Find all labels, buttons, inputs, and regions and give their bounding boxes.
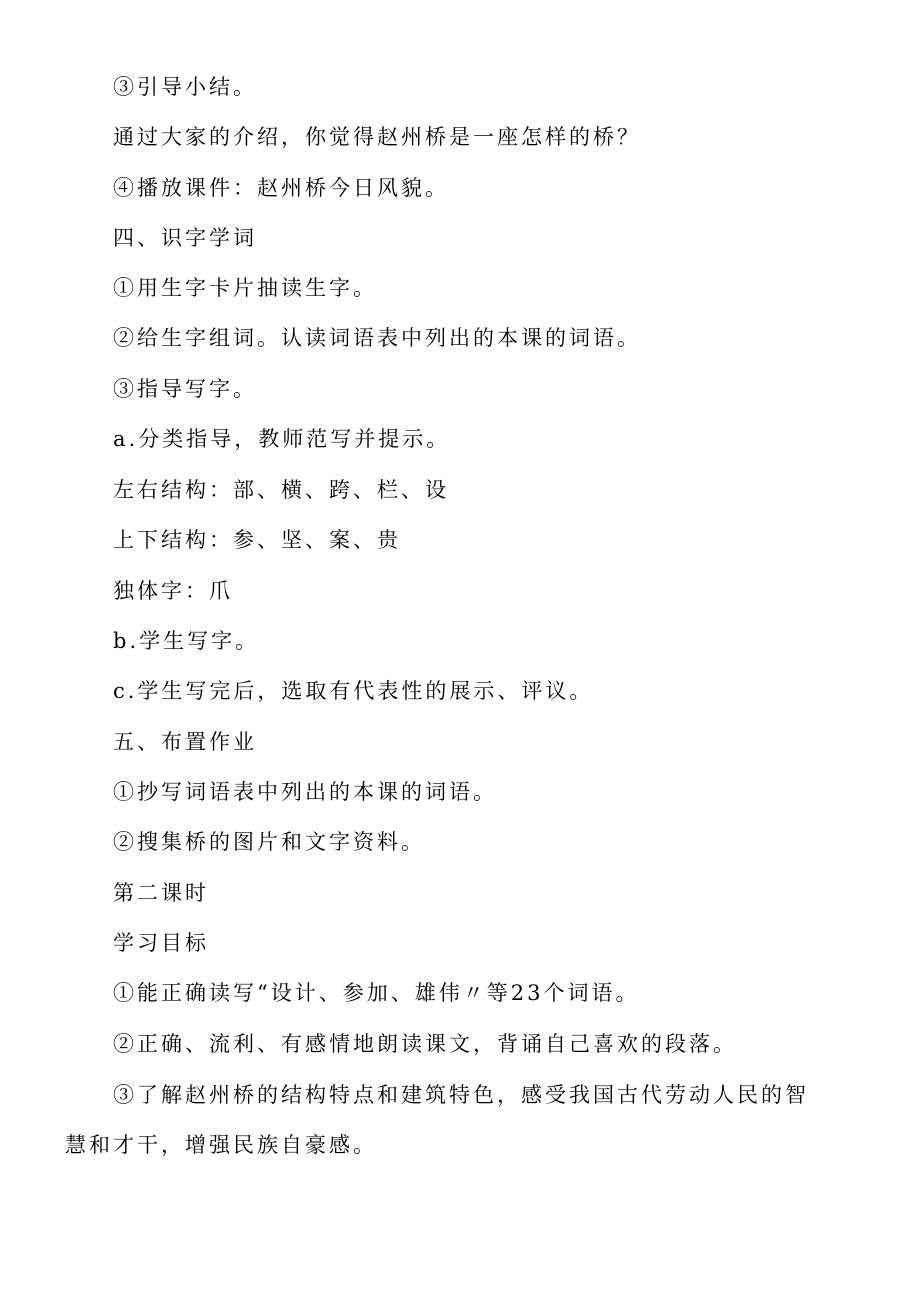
text-line: a.分类指导，教师范写并提示。 bbox=[113, 427, 451, 451]
text-line: 独体字：爪 bbox=[113, 579, 233, 603]
text-line: ③指导写字。 bbox=[113, 377, 257, 401]
text-line: 慧和才干，增强民族自豪感。 bbox=[65, 1133, 377, 1157]
section-heading: 第二课时 bbox=[113, 881, 209, 905]
text-line: ④播放课件：赵州桥今日风貌。 bbox=[113, 176, 449, 200]
section-heading: 五、布置作业 bbox=[113, 730, 257, 754]
text-line: 上下结构：参、坚、案、贵 bbox=[113, 528, 401, 552]
text-line: ③引导小结。 bbox=[113, 75, 257, 99]
text-line: ②给生字组词。认读词语表中列出的本课的词语。 bbox=[113, 326, 641, 350]
section-heading: 学习目标 bbox=[113, 931, 209, 955]
section-heading: 四、识字学词 bbox=[113, 226, 257, 250]
text-line: ②正确、流利、有感情地朗读课文，背诵自己喜欢的段落。 bbox=[113, 1032, 737, 1056]
text-line: ③了解赵州桥的结构特点和建筑特色，感受我国古代劳动人民的智 bbox=[113, 1083, 809, 1107]
text-line: 通过大家的介绍，你觉得赵州桥是一座怎样的桥？ bbox=[113, 125, 641, 149]
text-line: ①抄写词语表中列出的本课的词语。 bbox=[113, 780, 497, 804]
text-line: 左右结构：部、横、跨、栏、设 bbox=[113, 478, 449, 502]
text-line: ①能正确读写“设计、参加、雄伟〃等23个词语。 bbox=[113, 981, 640, 1005]
text-line: ①用生字卡片抽读生字。 bbox=[113, 276, 377, 300]
text-line: ②搜集桥的图片和文字资料。 bbox=[113, 830, 425, 854]
text-line: b.学生写字。 bbox=[113, 629, 260, 653]
text-line: c.学生写完后，选取有代表性的展示、评议。 bbox=[113, 679, 594, 703]
